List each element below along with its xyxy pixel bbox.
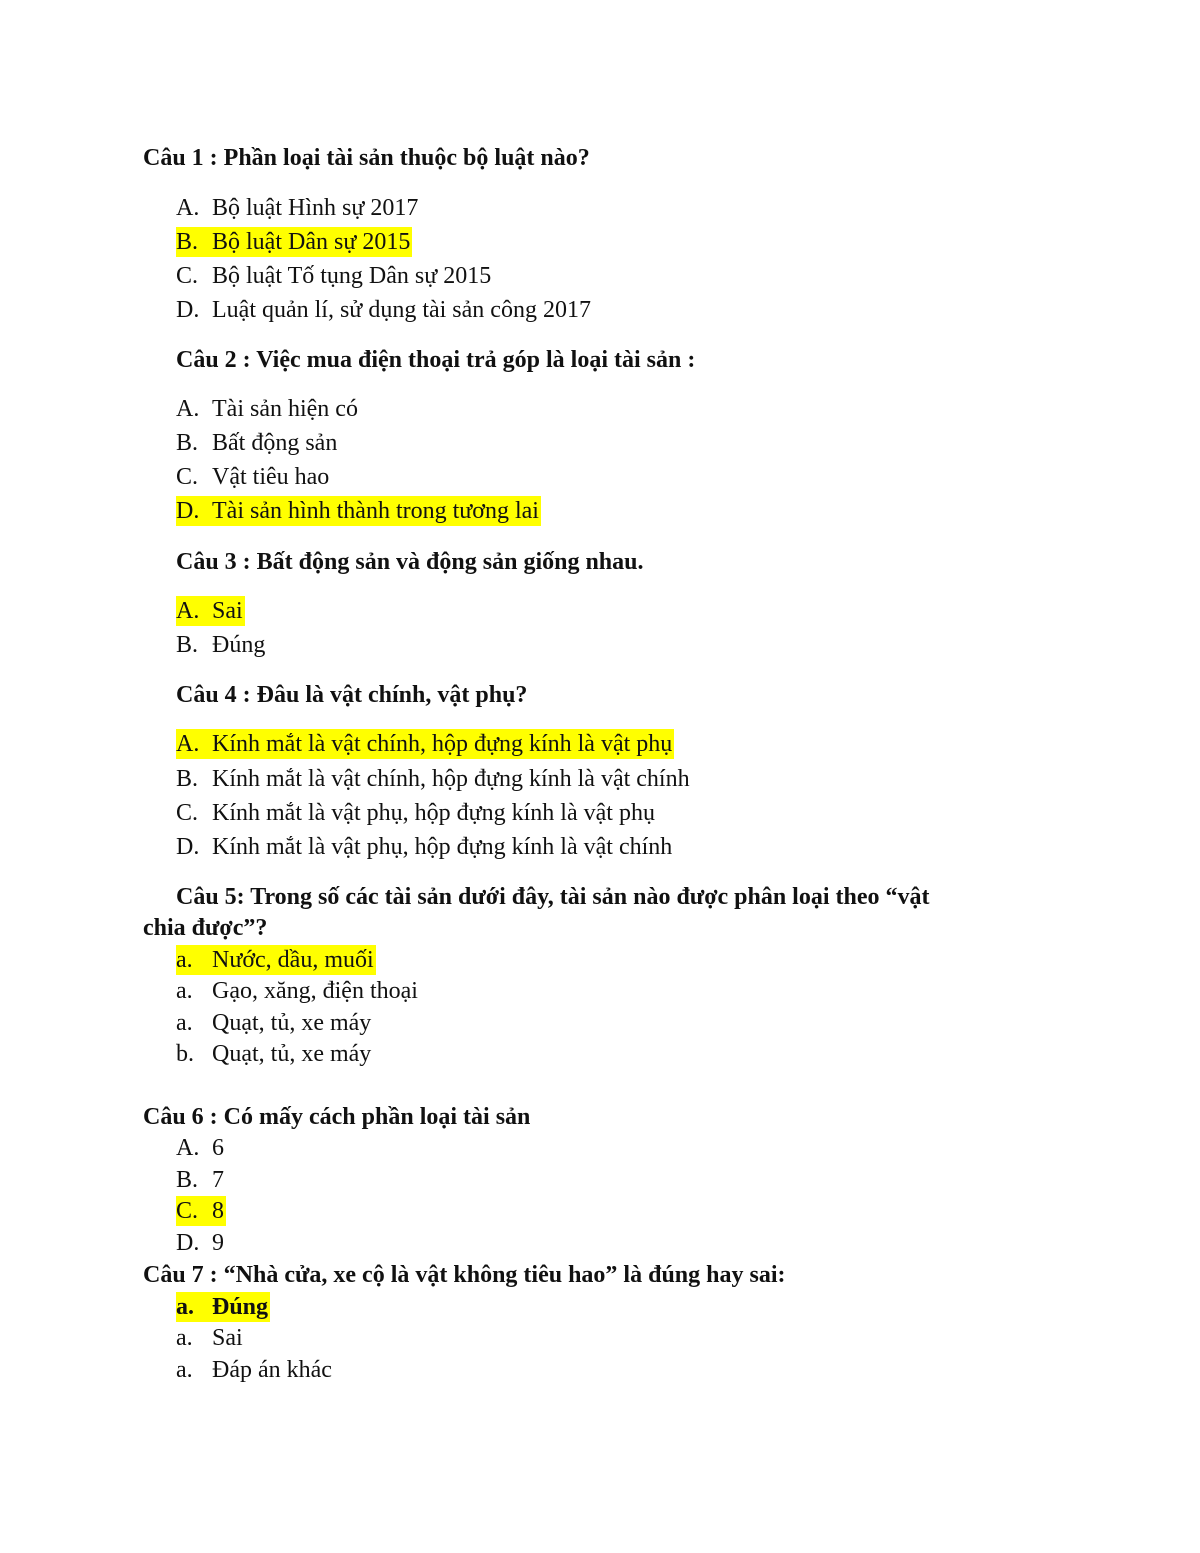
question-5-option-3 <box>176 1008 371 1038</box>
option-text: Bất động sản <box>212 430 338 456</box>
question-3-option-b <box>176 630 265 660</box>
option-letter: D. <box>176 1230 200 1256</box>
option-letter: B. <box>176 430 199 456</box>
answer-highlight <box>176 496 541 526</box>
option-text: Vật tiêu hao <box>212 464 330 490</box>
question-4-option-b <box>176 764 690 794</box>
question-3-title: Câu 3 : Bất động sản và động sản giống nhau. <box>176 549 644 575</box>
question-3-option-a-highlighted <box>176 596 245 626</box>
option-text: Kính mắt là vật phụ, hộp đựng kính là vật chính <box>212 834 673 860</box>
question-5-option-1-highlighted <box>176 945 376 975</box>
question-5-title-line-2: chia được”? <box>143 915 268 941</box>
option-text: Đúng <box>212 632 266 658</box>
option-text: Kính mắt là vật chính, hộp đựng kính là vật chính <box>212 766 690 792</box>
question-6-option-b <box>176 1165 224 1195</box>
question-2-option-b <box>176 428 337 458</box>
option-letter: a. <box>176 1325 193 1351</box>
option-text: Luật quản lí, sử dụng tài sản công 2017 <box>212 297 591 323</box>
question-2-option-c <box>176 462 329 492</box>
option-text: Kính mắt là vật phụ, hộp đựng kính là vật phụ <box>212 800 655 826</box>
question-6-option-d <box>176 1228 224 1258</box>
option-letter: C. <box>176 263 199 289</box>
question-1-option-d <box>176 295 591 325</box>
option-text: Bộ luật Dân sự 2015 <box>212 229 411 255</box>
option-text: Tài sản hình thành trong tương lai <box>212 498 539 524</box>
option-letter: C. <box>176 800 199 826</box>
question-7-title: Câu 7 : “Nhà cửa, xe cộ là vật không tiêu hao” là đúng hay sai: <box>143 1262 786 1288</box>
option-letter: b. <box>176 1041 194 1067</box>
option-text: Bộ luật Hình sự 2017 <box>212 195 419 221</box>
question-6-title: Câu 6 : Có mấy cách phần loại tài sản <box>143 1104 531 1130</box>
question-4-option-d <box>176 832 672 862</box>
option-text: Đáp án khác <box>212 1357 332 1383</box>
option-text: Bộ luật Tố tụng Dân sự 2015 <box>212 263 492 289</box>
option-text: 6 <box>212 1135 224 1161</box>
option-letter: A. <box>176 1135 200 1161</box>
question-4-option-a-highlighted <box>176 729 674 759</box>
option-letter: C. <box>176 1198 199 1224</box>
question-2-option-d-highlighted <box>176 496 541 526</box>
option-letter: B. <box>176 1167 199 1193</box>
option-text: Quạt, tủ, xe máy <box>212 1010 372 1036</box>
option-text: Kính mắt là vật chính, hộp đựng kính là vật phụ <box>212 731 673 757</box>
answer-highlight <box>176 945 376 975</box>
answer-highlight <box>176 1292 270 1322</box>
question-1-option-a <box>176 193 418 223</box>
option-text: Sai <box>212 598 243 624</box>
option-letter: D. <box>176 834 200 860</box>
question-1-option-b-highlighted <box>176 227 412 257</box>
option-letter: A. <box>176 195 200 221</box>
option-text: Tài sản hiện có <box>212 396 358 422</box>
option-text: 7 <box>212 1167 224 1193</box>
option-letter: A. <box>176 598 200 624</box>
option-letter: a. <box>176 1357 193 1383</box>
option-letter: a. <box>176 1010 193 1036</box>
option-text: Nước, dầu, muối <box>212 947 374 973</box>
option-letter: B. <box>176 632 199 658</box>
option-letter: B. <box>176 229 199 255</box>
option-letter: a. <box>176 978 193 1004</box>
option-text: 9 <box>212 1230 224 1256</box>
option-letter: a. <box>176 1294 194 1320</box>
option-text: Gạo, xăng, điện thoại <box>212 978 418 1004</box>
option-letter: A. <box>176 396 200 422</box>
question-4-title: Câu 4 : Đâu là vật chính, vật phụ? <box>176 682 528 708</box>
question-4-option-c <box>176 798 655 828</box>
answer-highlight <box>176 227 412 257</box>
option-letter: A. <box>176 731 200 757</box>
option-text: 8 <box>212 1198 224 1224</box>
question-6-option-a <box>176 1133 224 1163</box>
answer-highlight <box>176 729 674 759</box>
option-letter: B. <box>176 766 199 792</box>
question-2-title: Câu 2 : Việc mua điện thoại trả góp là loại tài sản : <box>176 347 696 373</box>
option-letter: C. <box>176 464 199 490</box>
question-7-option-1-highlighted <box>176 1292 270 1322</box>
answer-highlight <box>176 596 245 626</box>
option-letter: a. <box>176 947 193 973</box>
option-text: Sai <box>212 1325 243 1351</box>
question-7-option-3 <box>176 1355 332 1385</box>
option-text: Đúng <box>212 1294 269 1320</box>
question-5-title-line-1: Câu 5: Trong số các tài sản dưới đây, tài sản nào được phân loại theo “vật <box>176 884 930 910</box>
option-letter: D. <box>176 498 200 524</box>
question-5-option-2 <box>176 976 418 1006</box>
question-1-option-c <box>176 261 491 291</box>
question-6-option-c-highlighted <box>176 1196 226 1226</box>
option-letter: D. <box>176 297 200 323</box>
question-2-option-a <box>176 394 358 424</box>
question-7-option-2 <box>176 1323 243 1353</box>
answer-highlight <box>176 1196 226 1226</box>
question-1-title: Câu 1 : Phần loại tài sản thuộc bộ luật nào? <box>143 145 590 171</box>
option-text: Quạt, tủ, xe máy <box>212 1041 372 1067</box>
question-5-option-4 <box>176 1039 371 1069</box>
